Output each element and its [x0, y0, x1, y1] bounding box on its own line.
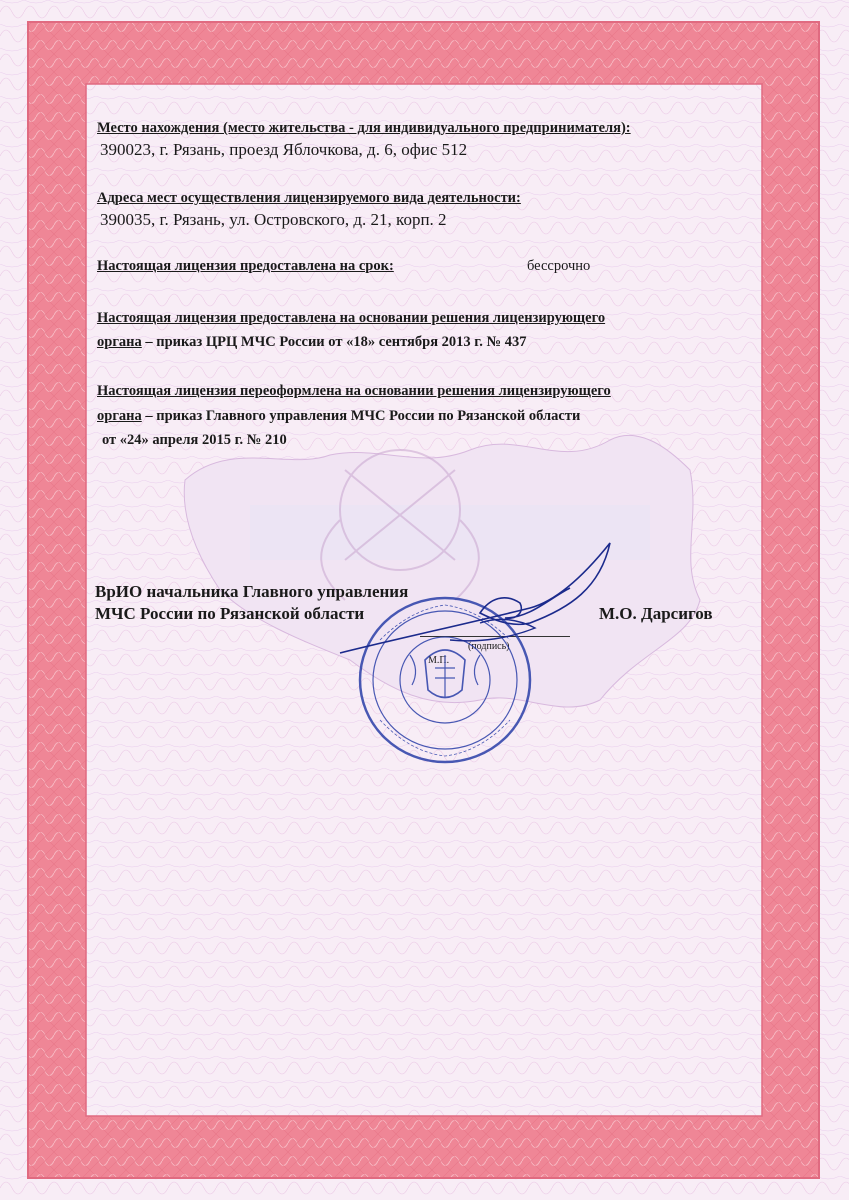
signature-caption: (подпись)	[468, 641, 510, 652]
granted-label-line1: Настоящая лицензия предоставлена на основании решения лицензирующего	[97, 310, 606, 326]
reissued-text-line3: от «24» апреля 2015 г. № 210	[102, 432, 287, 448]
term-label: Настоящая лицензия предоставлена на срок:	[97, 258, 394, 274]
position-line1: ВрИО начальника Главного управления	[95, 582, 409, 601]
granted-text: – приказ ЦРЦ МЧС России от «18» сентября 2013 г. № 437	[145, 334, 527, 350]
activity-address-label: Адреса мест осуществления лицензируемого вида деятельности:	[97, 190, 521, 206]
stamp-caption: М.П.	[428, 655, 450, 666]
reissued-label-line2: органа	[97, 408, 142, 424]
handwritten-signature	[330, 528, 630, 668]
activity-address-value: 390035, г. Рязань, ул. Островского, д. 21, корп. 2	[100, 210, 447, 229]
location-label: Место нахождения (место жительства - для индивидуального предпринимателя):	[97, 120, 631, 136]
reissued-text-line2: – приказ Главного управления МЧС России по Рязанской области	[145, 408, 581, 424]
signatory-name: М.О. Дарсигов	[599, 604, 713, 623]
position-line2: МЧС России по Рязанской области	[95, 604, 365, 623]
granted-label-line2: органа	[97, 334, 142, 350]
location-value: 390023, г. Рязань, проезд Яблочкова, д. 6, офис 512	[100, 140, 468, 159]
granted-line2	[97, 334, 526, 351]
reissued-line2	[97, 408, 580, 425]
term-value: бессрочно	[527, 258, 591, 274]
reissued-label-line1: Настоящая лицензия переоформлена на основании решения лицензирующего	[97, 383, 611, 399]
